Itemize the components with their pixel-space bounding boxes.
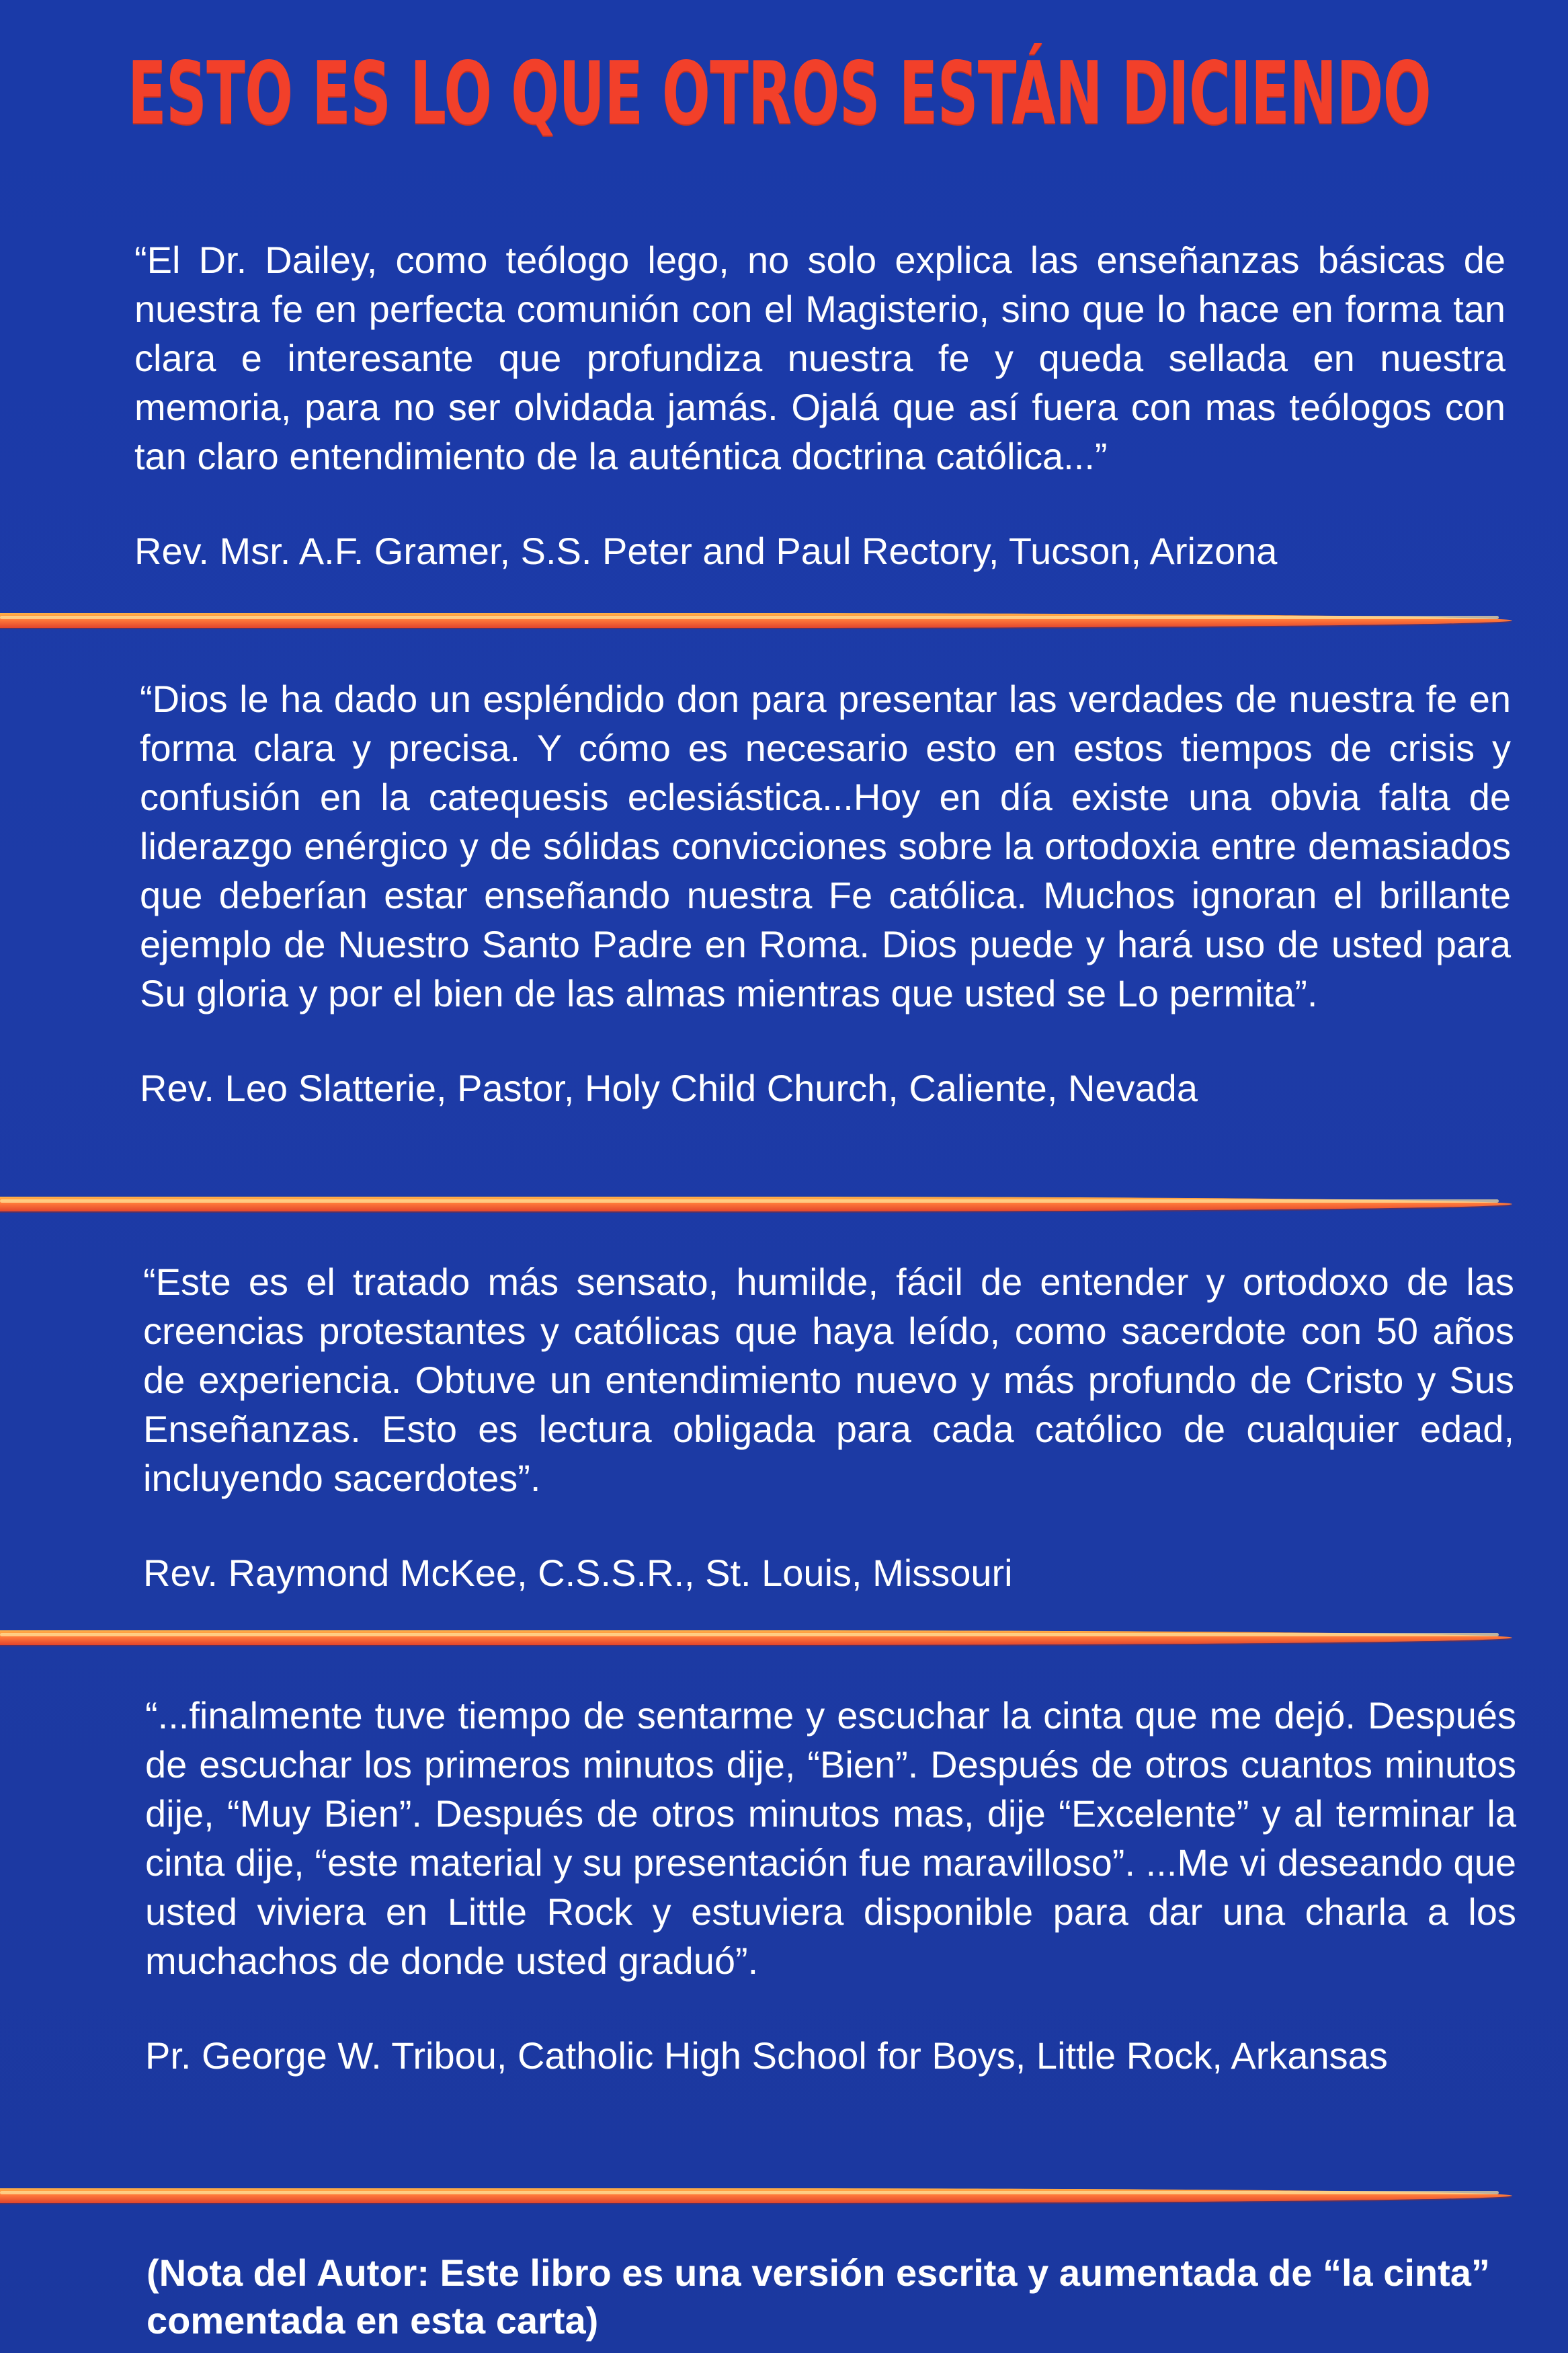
divider-orange	[0, 2188, 1512, 2203]
testimonial-2	[140, 674, 1511, 1113]
testimonial-source: Rev. Leo Slatterie, Pastor, Holy Child Church, Caliente, Nevada	[140, 1067, 1198, 1109]
divider-orange	[0, 613, 1512, 628]
testimonial-quote: “Dios le ha dado un espléndido don para presentar las verdades de nuestra fe en forma clara y precisa. Y cómo es necesario esto en estos tiempos de crisis y confusión en la catequesis eclesiástica...Hoy en día existe una obvia falta de liderazgo enérgico y de sólidas convicciones sobre la ortodoxia entre demasiados que deberían estar enseñando nuestra Fe católica. Muchos ignoran el brillante ejemplo de Nuestro Santo Padre en Roma. Dios puede y hará uso de usted para Su gloria y por el bien de las almas mientras que usted se Lo permita”.	[140, 678, 1511, 1014]
testimonial-4	[145, 1691, 1516, 2080]
testimonial-quote: “El Dr. Dailey, como teólogo lego, no solo explica las enseñanzas básicas de nuestra fe en perfecta comunión con el Magisterio, sino que lo hace en forma tan clara e interesante que profundiza nuestra fe y queda sellada en nuestra memoria, para no ser olvidada jamás. Ojalá que así fuera con mas teólogos con tan claro entendimiento de la auténtica doctrina católica...”	[134, 239, 1505, 477]
divider-orange	[0, 1630, 1512, 1645]
testimonial-source: Rev. Raymond McKee, C.S.S.R., St. Louis, Missouri	[143, 1552, 1013, 1594]
testimonial-quote: “...finalmente tuve tiempo de sentarme y escuchar la cinta que me dejó. Después de escuchar los primeros minutos dije, “Bien”. Después de otros cuantos minutos dije, “Muy Bien”. Después de otros minutos mas, dije “Excelente” y al terminar la cinta dije, “este material y su presentación fue maravilloso”. ...Me vi deseando que usted viviera en Little Rock y estuviera disponible para dar una charla a los muchachos de donde usted graduó”.	[145, 1694, 1516, 1982]
testimonial-source: Pr. George W. Tribou, Catholic High School for Boys, Little Rock, Arkansas	[145, 2034, 1388, 2077]
divider-orange	[0, 1197, 1512, 1211]
testimonial-3	[143, 1257, 1514, 1597]
testimonial-quote: “Este es el tratado más sensato, humilde, fácil de entender y ortodoxo de las creencias protestantes y católicas que haya leído, como sacerdote con 50 años de experiencia. Obtuve un entendimiento nuevo y más profundo de Cristo y Sus Enseñanzas. Esto es lectura obligada para cada católico de cualquier edad, incluyendo sacerdotes”.	[143, 1261, 1514, 1499]
testimonial-source: Rev. Msr. A.F. Gramer, S.S. Peter and Paul Rectory, Tucson, Arizona	[134, 530, 1278, 572]
author-note: (Nota del Autor: Este libro es una versión escrita y aumentada de “la cinta” comentada en esta carta)	[147, 2251, 1490, 2342]
page-title: ESTO ES LO QUE OTROS ESTÁN DICIENDO	[128, 44, 1431, 144]
testimonial-1	[134, 235, 1505, 575]
